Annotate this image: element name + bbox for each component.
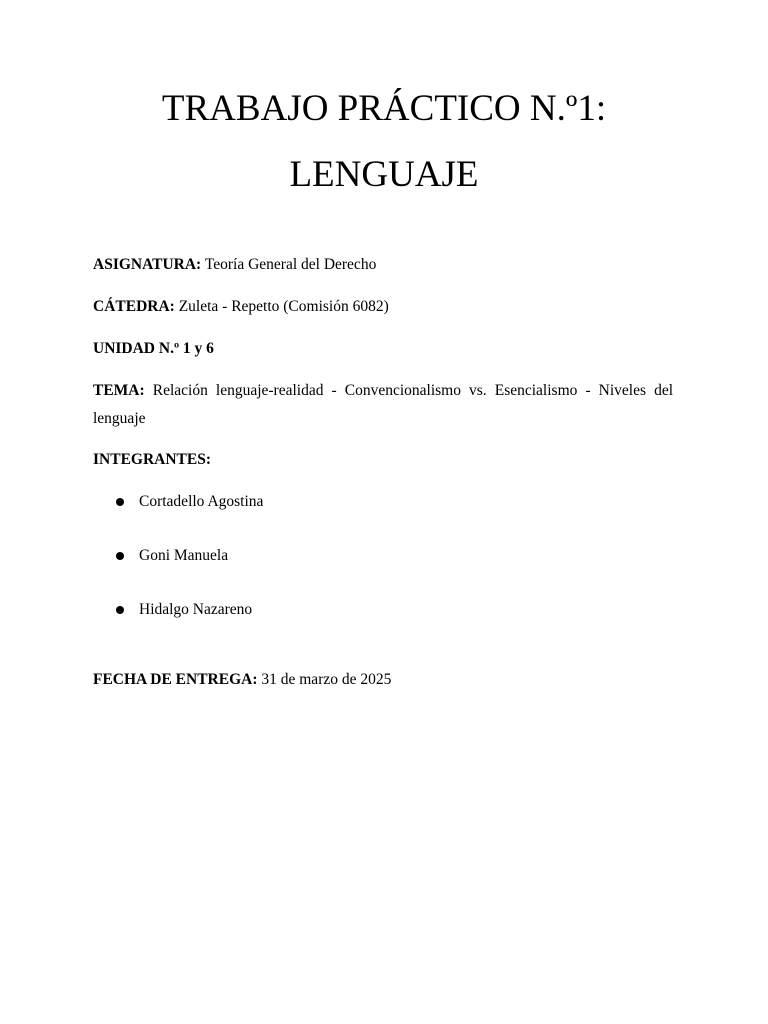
- bullet-icon: [116, 498, 124, 506]
- bullet-icon: [116, 606, 124, 614]
- member-name: Hidalgo Nazareno: [139, 601, 253, 618]
- integrantes-field: [93, 446, 673, 474]
- member-name: Cortadello Agostina: [139, 493, 264, 510]
- asignatura-label: ASIGNATURA:: [93, 256, 202, 273]
- asignatura-field: [93, 251, 673, 279]
- fecha-label: FECHA DE ENTREGA:: [93, 671, 258, 688]
- fecha-value: 31 de marzo de 2025: [261, 671, 392, 688]
- integrantes-label: INTEGRANTES:: [93, 451, 211, 468]
- list-item: [139, 542, 228, 570]
- asignatura-value: Teoría General del Derecho: [204, 256, 377, 273]
- tema-label: TEMA:: [93, 382, 145, 399]
- list-item: [139, 596, 252, 624]
- fecha-field: [93, 666, 673, 694]
- bullet-icon: [116, 552, 124, 560]
- list-item: [139, 488, 263, 516]
- catedra-value: Zuleta - Repetto (Comisión 6082): [178, 298, 389, 315]
- document-title-line-1: TRABAJO PRÁCTICO N.º1:: [161, 88, 607, 129]
- member-name: Goni Manuela: [139, 547, 229, 564]
- document-title-line-2: LENGUAJE: [289, 154, 479, 195]
- tema-field: [93, 377, 673, 433]
- unidad-field: [93, 335, 673, 363]
- catedra-field: [93, 293, 673, 321]
- unidad-label: UNIDAD N.º 1 y 6: [93, 340, 214, 357]
- tema-value: Relación lenguaje-realidad - Convencionalismo vs. Esencialismo - Niveles del lenguaje: [93, 382, 674, 427]
- catedra-label: CÁTEDRA:: [93, 298, 175, 315]
